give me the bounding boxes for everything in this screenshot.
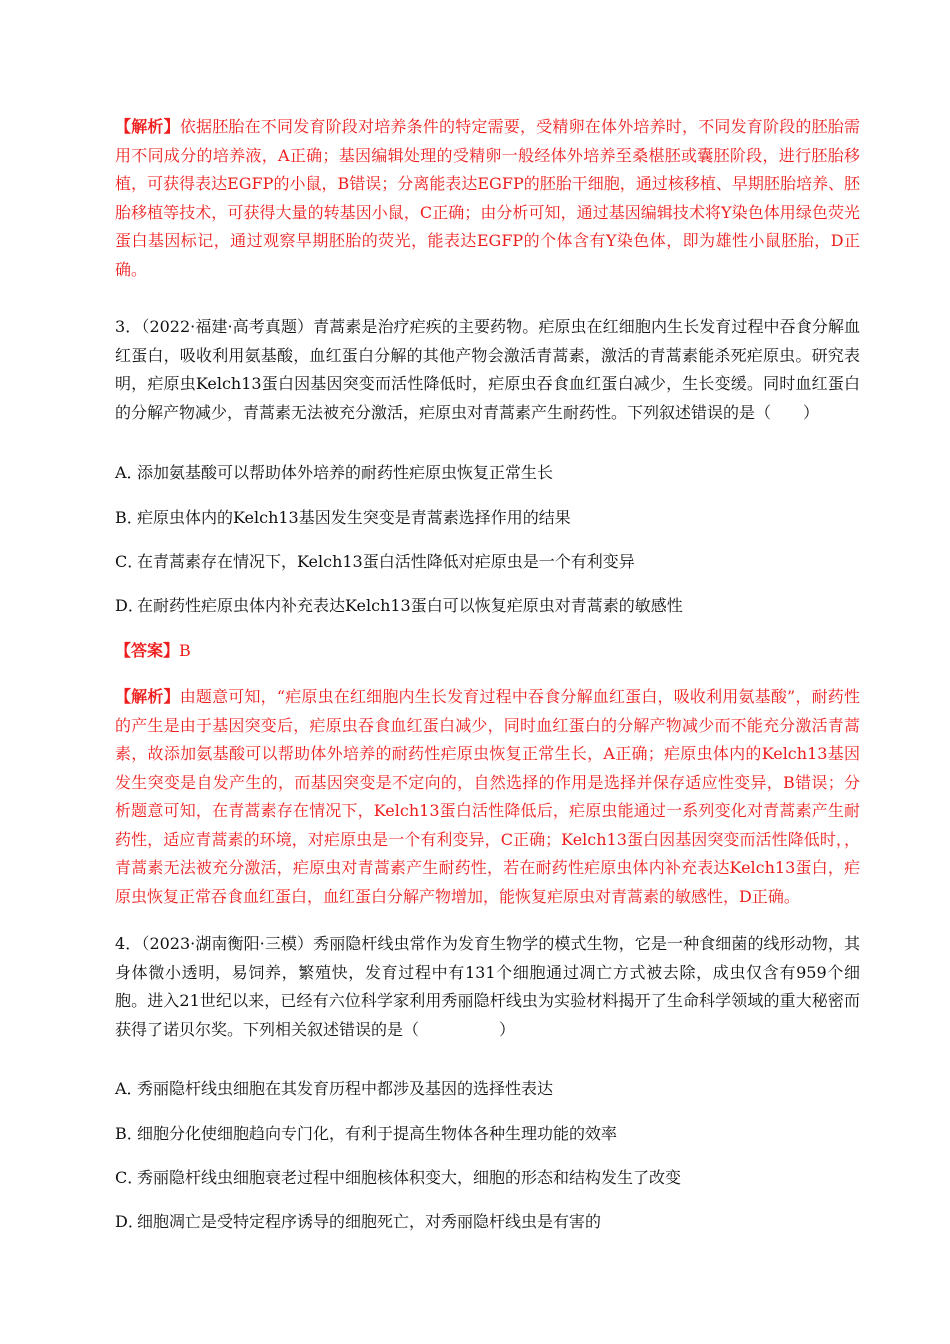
option-text: 秀丽隐杆线虫细胞衰老过程中细胞核体积变大，细胞的形态和结构发生了改变 [137, 1168, 682, 1187]
question-3-option-d [115, 594, 860, 618]
option-text: 细胞凋亡是受特定程序诱导的细胞死亡，对秀丽隐杆线虫是有害的 [137, 1212, 602, 1231]
answer-value: B [179, 641, 191, 660]
option-text: 疟原虫体内的Kelch13基因发生突变是青蒿素选择作用的结果 [137, 508, 571, 527]
question-3-answer [115, 639, 860, 663]
option-letter: D． [115, 1212, 144, 1231]
option-letter: B． [115, 508, 143, 527]
question-4-stem: 4．（2023·湖南衡阳·三模）秀丽隐杆线虫常作为发育生物学的模式生物，它是一种食细菌的线形动物，其身体微小透明，易饲养，繁殖快，发育过程中有131个细胞通过凋亡方式被去除，成虫仅含有959个细胞。进入21世纪以来，已经有六位科学家利用秀丽隐杆线虫为实验材料揭开了生命科学领域的重大秘密而获得了诺贝尔奖。下列相关叙述错误的是（ ） [115, 934, 860, 1039]
question-3-option-a [115, 461, 860, 485]
question-4-option-b [115, 1122, 860, 1146]
analysis-text: 依据胚胎在不同发育阶段对培养条件的特定需要，受精卵在体外培养时，不同发育阶段的胚胎需用不同成分的培养液，A正确；基因编辑处理的受精卵一般经体外培养至桑椹胚或囊胚阶段，进行胚胎移植，可获得表达EGFP的小鼠，B错误；分离能表达EGFP的胚胎干细胞，通过核移植、早期胚胎培养、胚胎移植等技术，可获得大量的转基因小鼠，C正确；由分析可知，通过基因编辑技术将Y染色体用绿色荧光蛋白基因标记，通过观察早期胚胎的荧光，能表达EGFP的个体含有Y染色体，即为雄性小鼠胚胎，D正确。 [115, 117, 860, 279]
question-4-option-c [115, 1166, 860, 1190]
option-letter: C． [115, 1168, 144, 1187]
option-text: 细胞分化使细胞趋向专门化，有利于提高生物体各种生理功能的效率 [137, 1124, 618, 1143]
option-text: 添加氨基酸可以帮助体外培养的耐药性疟原虫恢复正常生长 [137, 463, 554, 482]
question-3-option-b [115, 506, 860, 530]
option-letter: A． [115, 1079, 143, 1098]
option-text: 在耐药性疟原虫体内补充表达Kelch13蛋白可以恢复疟原虫对青蒿素的敏感性 [137, 596, 683, 615]
option-letter: B． [115, 1124, 143, 1143]
question-4-option-a [115, 1077, 860, 1101]
option-text: 在青蒿素存在情况下，Kelch13蛋白活性降低对疟原虫是一个有利变异 [137, 552, 635, 571]
option-letter: A． [115, 463, 143, 482]
analysis-tag: 【解析】 [115, 687, 180, 706]
question-4-option-d [115, 1210, 860, 1234]
option-letter: D． [115, 596, 144, 615]
question-3-stem: 3．（2022·福建·高考真题）青蒿素是治疗疟疾的主要药物。疟原虫在红细胞内生长发育过程中吞食分解血红蛋白，吸收利用氨基酸，血红蛋白分解的其他产物会激活青蒿素，激活的青蒿素能杀死疟原虫。研究表明，疟原虫Kelch13蛋白因基因突变而活性降低时，疟原虫吞食血红蛋白减少，生长变缓。同时血红蛋白的分解产物减少，青蒿素无法被充分激活，疟原虫对青蒿素产生耐药性。下列叙述错误的是（ ） [115, 317, 860, 422]
option-letter: C． [115, 552, 144, 571]
option-text: 秀丽隐杆线虫细胞在其发育历程中都涉及基因的选择性表达 [137, 1079, 554, 1098]
analysis-text: 由题意可知，“疟原虫在红细胞内生长发育过程中吞食分解血红蛋白，吸收利用氨基酸”，耐药性的产生是由于基因突变后，疟原虫吞食血红蛋白减少，同时血红蛋白的分解产物减少而不能充分激活青蒿素，故添加氨基酸可以帮助体外培养的耐药性疟原虫恢复正常生长，A正确；疟原虫体内的Kelch13基因发生突变是自发产生的，而基因突变是不定向的，自然选择的作用是选择并保存适应性变异，B错误；分析题意可知，在青蒿素存在情况下，Kelch13蛋白活性降低后，疟原虫能通过一系列变化对青蒿素产生耐药性，适应青蒿素的环境，对疟原虫是一个有利变异，C正确；Kelch13蛋白因基因突变而活性降低时，，青蒿素无法被充分激活，疟原虫对青蒿素产生耐药性，若在耐药性疟原虫体内补充表达Kelch13蛋白，疟原虫恢复正常吞食血红蛋白，血红蛋白分解产物增加，能恢复疟原虫对青蒿素的敏感性，D正确。 [115, 687, 860, 906]
analysis-tag: 【解析】 [115, 117, 180, 136]
question-3-option-c [115, 550, 860, 574]
analysis-q3 [115, 683, 860, 911]
answer-tag: 【答案】 [115, 641, 180, 660]
analysis-q2 [115, 113, 860, 284]
